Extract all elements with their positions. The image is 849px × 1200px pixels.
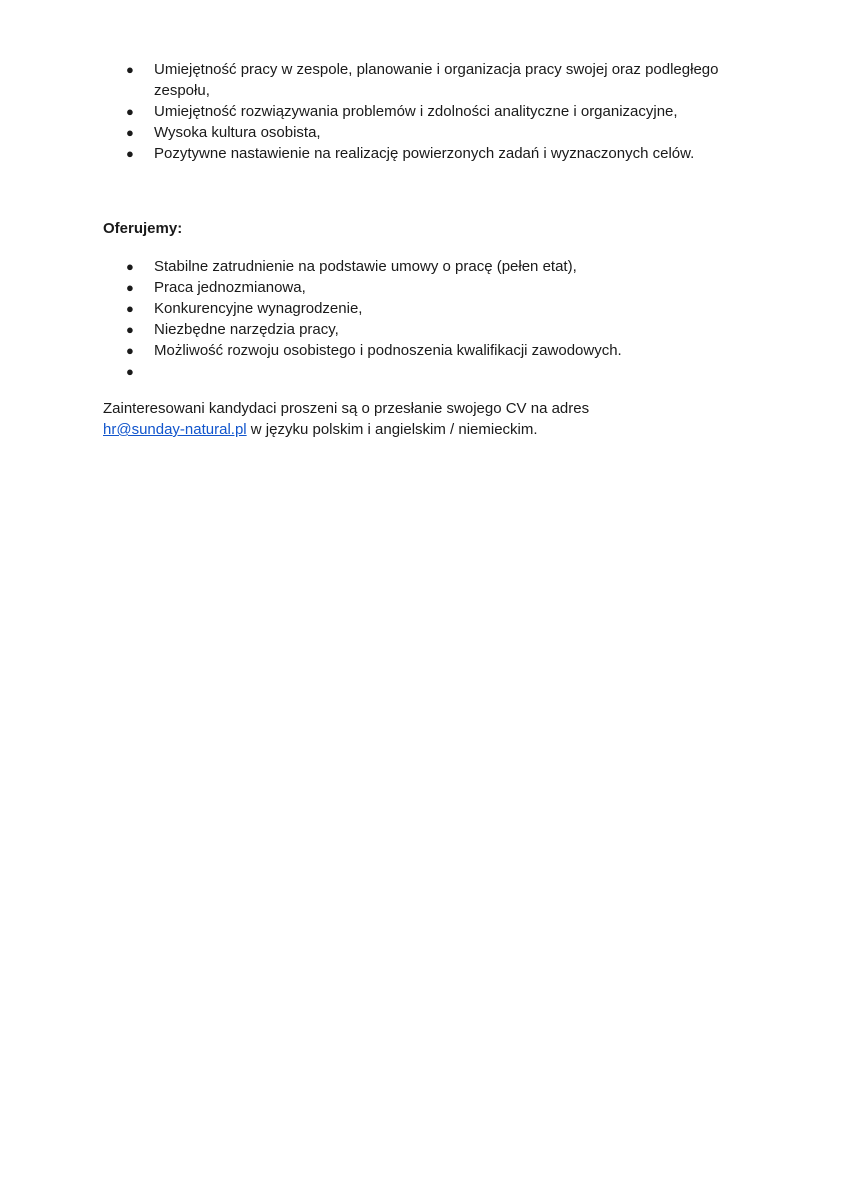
closing-text-after: w języku polskim i angielskim / niemieckim. — [246, 421, 538, 438]
email-link[interactable]: hr@sunday-natural.pl — [103, 421, 247, 438]
closing-text: Zainteresowani kandydaci proszeni są o przesłanie swojego CV na adres — [103, 400, 590, 417]
list-item-text: Niezbędne narzędzia pracy, — [154, 321, 339, 338]
bullet-icon: ● — [126, 62, 134, 77]
bullet-icon: ● — [126, 146, 134, 161]
list-item-text: Pozytywne nastawienie na realizację powierzonych zadań i wyznaczonych celów. — [154, 145, 695, 162]
bullet-icon: ● — [126, 280, 134, 295]
list-item — [0, 101, 849, 122]
bullet-icon: ● — [126, 125, 134, 140]
list-item-text: Możliwość rozwoju osobistego i podnoszenia kwalifikacji zawodowych. — [154, 342, 622, 359]
closing-paragraph — [103, 398, 783, 440]
bullet-icon: ● — [126, 301, 134, 316]
bullet-icon: ● — [126, 364, 134, 379]
list-item — [0, 340, 849, 361]
list-item-text: Wysoka kultura osobista, — [154, 124, 321, 141]
list-item-text: Praca jednozmianowa, — [154, 279, 306, 296]
offer-heading: Oferujemy: — [103, 220, 183, 237]
list-item — [0, 143, 849, 164]
list-item-text: Umiejętność rozwiązywania problemów i zdolności analityczne i organizacyjne, — [154, 103, 678, 120]
bullet-icon: ● — [126, 259, 134, 274]
list-item-text: Umiejętność pracy w zespole, planowanie i organizacja pracy swojej oraz podległego zespołu, — [154, 61, 719, 99]
bullet-icon: ● — [126, 104, 134, 119]
requirements-list — [0, 59, 849, 164]
offer-list — [0, 256, 849, 382]
bullet-icon: ● — [126, 343, 134, 358]
list-item-text: Stabilne zatrudnienie na podstawie umowy o pracę (pełen etat), — [154, 258, 577, 275]
list-item — [0, 256, 849, 277]
list-item — [0, 122, 849, 143]
list-item — [0, 361, 849, 382]
list-item — [0, 277, 849, 298]
list-item — [0, 319, 849, 340]
list-item-text: Konkurencyjne wynagrodzenie, — [154, 300, 363, 317]
bullet-icon: ● — [126, 322, 134, 337]
list-item — [0, 298, 849, 319]
list-item — [0, 59, 849, 101]
